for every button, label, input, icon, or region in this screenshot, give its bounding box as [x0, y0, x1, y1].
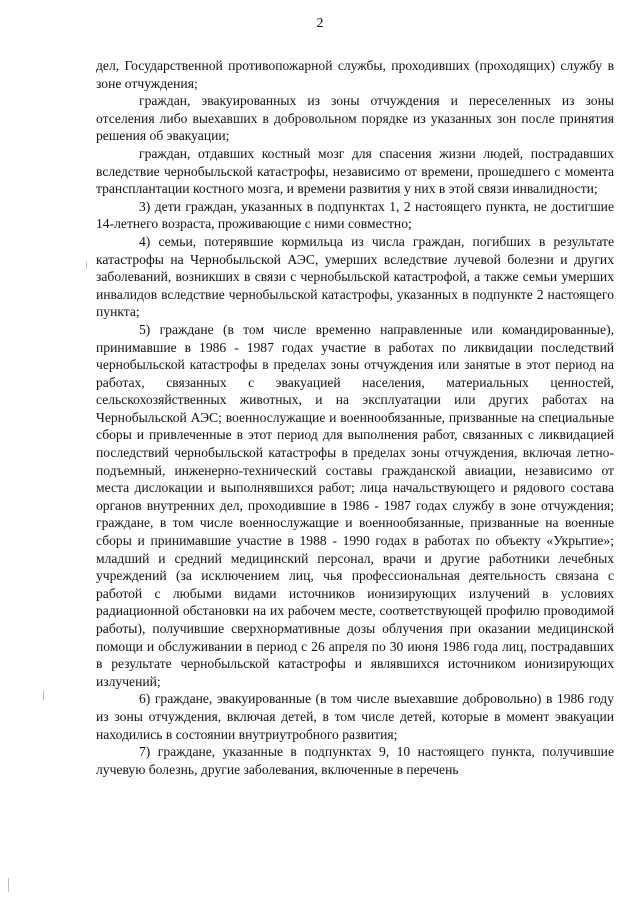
paragraph-continuation: дел, Государственной противопожарной службы, проходивших (проходящих) службу в зоне отчуждения; [96, 58, 614, 91]
paragraph-item-7: 7) граждане, указанные в подпунктах 9, 10 настоящего пункта, получившие лучевую болезнь, другие заболевания, включенные в перечень [96, 744, 614, 777]
paragraph-item-5: 5) граждане (в том числе временно направленные или командированные), принимавшие в 1986 - 1987 годах участие в работах по ликвидации последствий чернобыльской катастрофы в пределах зоны отчуждения или занятые в этот период на работах, связанных с эвакуацией населения, материальных ценностей, сельскохозяйственных животных, и на эксплуатации или других работах на Чернобыльской АЭС; военнослужащие и военнообязанные, призванные на специальные сборы и привлеченные в этот период для выполнения работ, связанных с ликвидацией последствий чернобыльской катастрофы в пределах зоны отчуждения, включая летно-подъемный, инженерно-технический составы гражданской авиации, независимо от места дислокации и выполнявшихся работ; лица начальствующего и рядового состава органов внутренних дел, проходившие в 1986 - 1987 годах службу в зоне отчуждения; граждане, в том числе военнослужащие и военнообязанные, призванные на военные сборы и принимавшие участие в 1988 - 1990 годах в работах по объекту «Укрытие»; младший и средний медицинский персонал, врачи и другие работники лечебных учреждений (за исключением лиц, чья профессиональная деятельность связана с работой с любыми видами источников ионизирующих излучений в условиях радиационной обстановки на их рабочем месте, соответствующей профилю проводимой работы), получившие сверхнормативные дозы облучения при оказании медицинской помощи и обслуживании в период с 26 апреля по 30 июня 1986 года лиц, пострадавших в результате чернобыльской катастрофы и являвшихся источником ионизирующих излучений; [96, 321, 614, 689]
page-number: 2 [316, 16, 324, 31]
scan-artifact-mark [43, 690, 44, 700]
paragraph-evacuated-citizens: граждан, эвакуированных из зоны отчуждения и переселенных из зоны отселения либо выехавших в добровольном порядке из указанных зон после принятия решения об эвакуации; [96, 93, 614, 144]
paragraph-item-4: 4) семьи, потерявшие кормильца из числа граждан, погибших в результате катастрофы на Чернобыльской АЭС, умерших вследствие лучевой болезни и других заболеваний, возникших в связи с чернобыльской катастрофой, а также семьи умерших инвалидов вследствие чернобыльской катастрофы, указанных в подпункте 2 настоящего пункта; [96, 233, 614, 320]
paragraph-item-3: 3) дети граждан, указанных в подпунктах 1, 2 настоящего пункта, не достигшие 14-летнего возраста, проживающие с ними совместно; [96, 198, 614, 232]
scan-artifact-mark [8, 878, 9, 892]
paragraph-bone-marrow-donors: граждан, отдавших костный мозг для спасения жизни людей, пострадавших вследствие чернобыльской катастрофы, независимо от времени, прошедшего с момента трансплантации костного мозга, и времени развития у них в этой связи инвалидности; [96, 145, 614, 197]
paragraph-item-6: 6) граждане, эвакуированные (в том числе выехавшие добровольно) в 1986 году из зоны отчуждения, включая детей, в том числе детей, которые в момент эвакуации находились в состоянии внутриутробного развития; [96, 691, 614, 742]
document-body [96, 57, 614, 778]
scan-artifact-mark [86, 262, 87, 269]
